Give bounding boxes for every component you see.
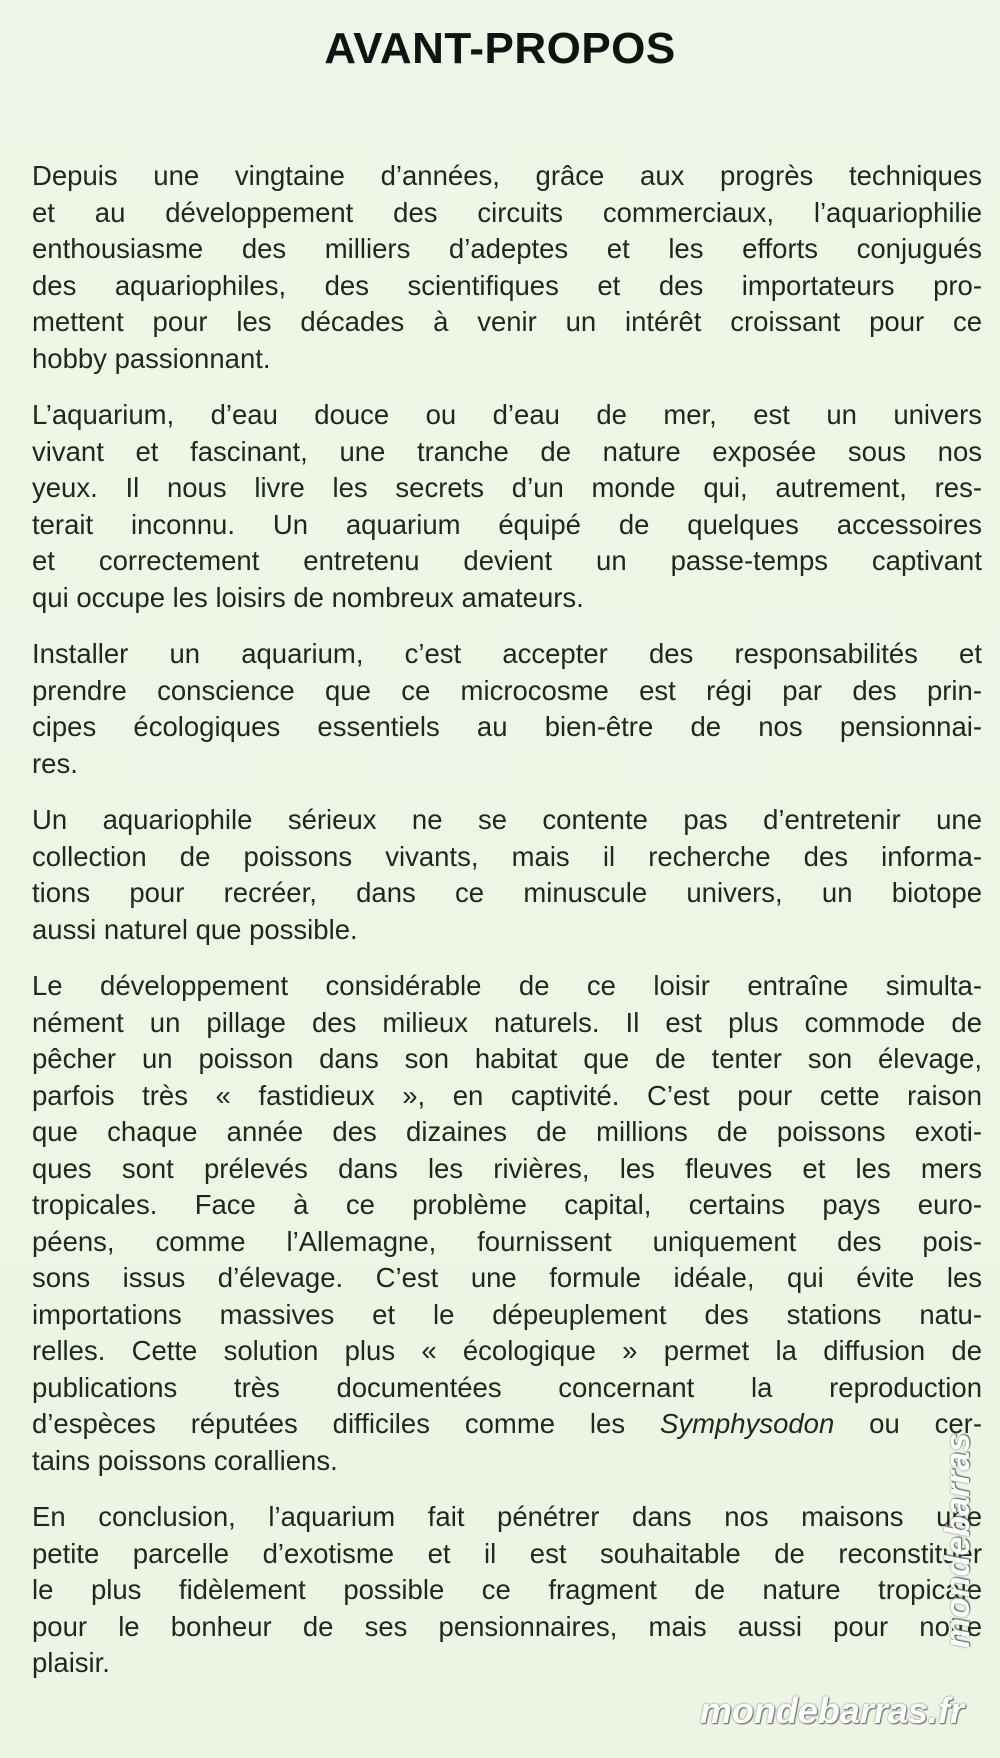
paragraph <box>32 158 982 377</box>
text-line: tains poissons coralliens. <box>32 1444 338 1476</box>
side-watermark-text: mondebarras <box>939 1432 978 1648</box>
paragraph <box>32 1499 982 1682</box>
text-line: cipes écologiques essentiels au bien-être de nos pensionnai- <box>32 711 982 742</box>
text-line: que chaque année des dizaines de millions de poissons exoti- <box>32 1116 982 1147</box>
text-line: vivant et fascinant, une tranche de nature exposée sous nos <box>32 435 982 467</box>
text-line: tropicales. Face à ce problème capital, certains pays euro- <box>32 1189 982 1220</box>
italic-term: Symphysodon <box>659 1408 835 1439</box>
paragraph <box>32 802 982 948</box>
paragraph <box>32 397 982 616</box>
text-line: Un aquariophile sérieux ne se contente pas d’entretenir une <box>32 804 982 835</box>
text-line: Le développement considérable de ce loisir entraîne simulta- <box>32 970 982 1001</box>
text-line: Installer un aquarium, c’est accepter des responsabilités et <box>32 638 982 669</box>
text-line: terait inconnu. Un aquarium équipé de quelques accessoires <box>32 508 982 540</box>
text-line: res. <box>32 747 78 779</box>
text-line: importations massives et le dépeuplement des stations natu- <box>32 1298 982 1330</box>
page-title: AVANT-PROPOS <box>324 24 676 73</box>
text-line: des aquariophiles, des scientifiques et des importateurs pro- <box>32 269 982 301</box>
text-line: le plus fidèlement possible ce fragment de nature tropicale <box>32 1574 982 1605</box>
paragraph <box>32 636 982 782</box>
text-line: plaisir. <box>32 1647 110 1678</box>
text-line: En conclusion, l’aquarium fait pénétrer dans nos maisons une <box>32 1501 982 1532</box>
text-line: relles. Cette solution plus « écologique » permet la diffusion de <box>32 1335 982 1366</box>
text-line: Depuis une vingtaine d’années, grâce aux progrès techniques <box>32 160 982 191</box>
text-line: péens, comme l’Allemagne, fournissent uniquement des pois- <box>32 1225 982 1257</box>
text-line: tions pour recréer, dans ce minuscule univers, un biotope <box>32 877 982 908</box>
body-text <box>32 158 982 1702</box>
paragraph <box>32 968 982 1479</box>
text-line: collection de poissons vivants, mais il recherche des informa- <box>32 840 982 872</box>
text-line: mettent pour les décades à venir un intérêt croissant pour ce <box>32 306 982 337</box>
text-line: hobby passionnant. <box>32 342 271 374</box>
text-line: petite parcelle d’exotisme et il est souhaitable de reconstituer <box>32 1537 982 1569</box>
text-line: yeux. Il nous livre les secrets d’un monde qui, autrement, res- <box>32 472 982 503</box>
text-line: nément un pillage des milieux naturels. Il est plus commode de <box>32 1006 982 1038</box>
text-line: pour le bonheur de ses pensionnaires, mais aussi pour notre <box>32 1610 982 1642</box>
text-line: pêcher un poisson dans son habitat que de tenter son élevage, <box>32 1043 982 1074</box>
text-line: qui occupe les loisirs de nombreux amateurs. <box>32 581 584 613</box>
text-line: aussi naturel que possible. <box>32 913 358 945</box>
text-line: d’espèces réputées difficiles comme les Symphysodon ou cer- <box>32 1408 983 1439</box>
side-watermark <box>938 1390 980 1690</box>
text-line: et au développement des circuits commerciaux, l’aquariophilie <box>32 196 982 228</box>
text-line: sons issus d’élevage. C’est une formule idéale, qui évite les <box>32 1262 982 1293</box>
text-line: L’aquarium, d’eau douce ou d’eau de mer, est un univers <box>32 399 982 430</box>
text-line: ques sont prélevés dans les rivières, les fleuves et les mers <box>32 1152 982 1184</box>
text-line: prendre conscience que ce microcosme est régi par des prin- <box>32 674 982 706</box>
bottom-watermark: mondebarras.fr <box>699 1690 964 1731</box>
text-line: enthousiasme des milliers d’adeptes et les efforts conjugués <box>32 233 982 264</box>
text-line: parfois très « fastidieux », en captivité. C’est pour cette raison <box>32 1079 982 1111</box>
text-line: et correctement entretenu devient un passe-temps captivant <box>32 545 982 576</box>
text-line: publications très documentées concernant la reproduction <box>32 1371 982 1403</box>
